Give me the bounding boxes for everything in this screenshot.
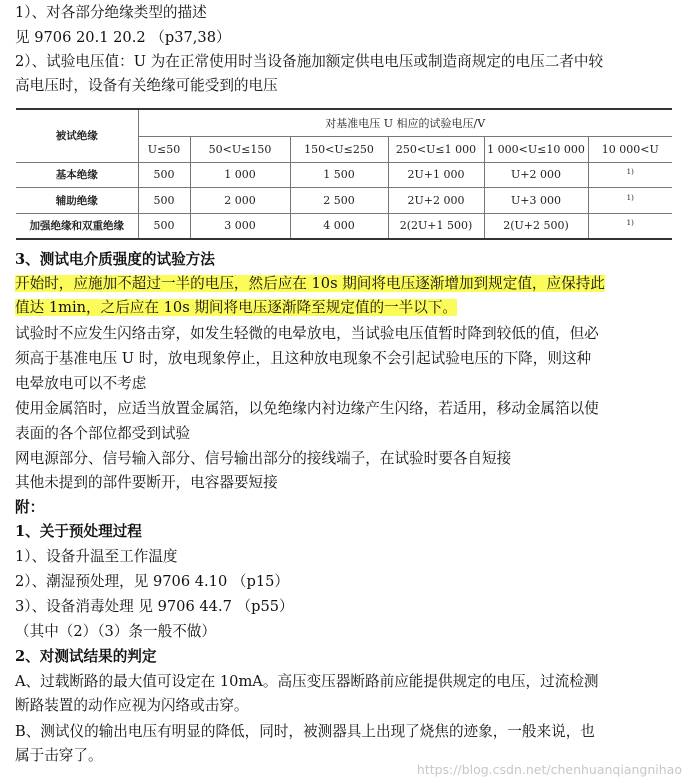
table-cell: 500 <box>138 213 190 238</box>
appendix-title: 附： <box>15 499 45 516</box>
table-footnote-mark: 1) <box>626 167 634 176</box>
item-1-text: 1）、对各部分绝缘类型的描述 <box>15 4 207 21</box>
paragraph-line: 电晕放电可以不考虑 <box>15 375 147 392</box>
list-item: 2）、潮湿预处理，见 9706 4.10 （p15） <box>15 573 289 590</box>
table-cell: 2U+1 000 <box>388 162 484 188</box>
appendix-heading-2: 2、对测试结果的判定 <box>15 648 157 665</box>
table-cell: 4 000 <box>290 213 388 238</box>
table-column-header: 10 000<U <box>588 136 672 162</box>
paragraph-line: 网电源部分、信号输入部分、信号输出部分的接线端子，在试验时要各自短接 <box>15 450 512 467</box>
paragraph-line: 使用金属箔时，应适当放置金属箔，以免绝缘内衬边缘产生闪络，若适用，移动金属箔以使 <box>15 400 599 417</box>
list-item: 1）、设备升温至工作温度 <box>15 548 178 565</box>
table-row <box>16 213 672 238</box>
table-cell: 2(U+2 500) <box>484 213 588 238</box>
table-column-header: 150<U≤250 <box>290 136 388 162</box>
table-footnote-mark: 1) <box>626 219 634 228</box>
list-item: 3）、设备消毒处理 见 9706 44.7 （p55） <box>15 598 294 615</box>
table-column-header: 250<U≤1 000 <box>388 136 484 162</box>
table-column-header: 50<U≤150 <box>190 136 290 162</box>
table-row-label: 基本绝缘 <box>16 162 138 188</box>
table-cell: 1 500 <box>290 162 388 188</box>
table-cell: 2(2U+1 500) <box>388 213 484 238</box>
item-2-text-cont: 高电压时，设备有关绝缘可能受到的电压 <box>15 77 278 94</box>
table-group-header: 对基准电压 U 相应的试验电压/V <box>138 110 672 136</box>
test-voltage-table <box>16 108 672 240</box>
note-text: （其中（2）（3）条一般不做） <box>15 623 216 640</box>
paragraph-line: 断路装置的动作应视为闪络或击穿。 <box>15 697 249 714</box>
table-row-label: 辅助绝缘 <box>16 188 138 214</box>
table-column-header: 1 000<U≤10 000 <box>484 136 588 162</box>
item-2-text: 2）、试验电压值：U 为在正常使用时当设备施加额定供电电压或制造商规定的电压二者中较 <box>15 53 604 70</box>
table-cell: 2U+2 000 <box>388 188 484 214</box>
paragraph-line: 属于击穿了。 <box>15 747 103 764</box>
highlighted-text: 开始时，应施加不超过一半的电压，然后应在 10s 期间将电压逐渐增加到规定值，应保持此 <box>15 275 605 292</box>
highlighted-text-cont: 值达 1min，之后应在 10s 期间将电压逐渐降至规定值的一半以下。 <box>15 299 458 316</box>
paragraph-line: B、测试仪的输出电压有明显的降低，同时，被测器具上出现了烧焦的迹象，一般来说，也 <box>15 723 595 740</box>
table-row <box>16 162 672 188</box>
paragraph-line: 试验时不应发生闪络击穿，如发生轻微的电晕放电，当试验电压值暂时降到较低的值，但必 <box>15 325 599 342</box>
table-cell: 1 000 <box>190 162 290 188</box>
section-3-heading: 3、测试电介质强度的试验方法 <box>15 251 215 268</box>
watermark: https://blog.csdn.net/chenhuanqiangnihao <box>416 762 682 777</box>
table-cell: 500 <box>138 188 190 214</box>
table-cell: U+3 000 <box>484 188 588 214</box>
table-column-header: U≤50 <box>138 136 190 162</box>
table-row-header: 被试绝缘 <box>16 110 138 162</box>
paragraph-line: 表面的各个部位都受到试验 <box>15 425 191 442</box>
paragraph-line: 其他未提到的部件要断开，电容器要短接 <box>15 474 278 491</box>
reference-text: 见 9706 20.1 20.2 （p37,38） <box>15 29 231 46</box>
table-cell: 2 500 <box>290 188 388 214</box>
table-cell: 2 000 <box>190 188 290 214</box>
table-cell: 500 <box>138 162 190 188</box>
table-cell: 3 000 <box>190 213 290 238</box>
paragraph-line: 须高于基准电压 U 时，放电现象停止，且这种放电现象不会引起试验电压的下降，则这种 <box>15 350 592 367</box>
table-row-label: 加强绝缘和双重绝缘 <box>16 213 138 238</box>
appendix-heading-1: 1、关于预处理过程 <box>15 523 142 540</box>
table-row <box>16 188 672 214</box>
table-footnote-mark: 1) <box>626 193 634 202</box>
table-cell: U+2 000 <box>484 162 588 188</box>
paragraph-line: A、过载断路的最大值可设定在 10mA。高压变压器断路前应能提供规定的电压，过流检测 <box>15 673 599 690</box>
